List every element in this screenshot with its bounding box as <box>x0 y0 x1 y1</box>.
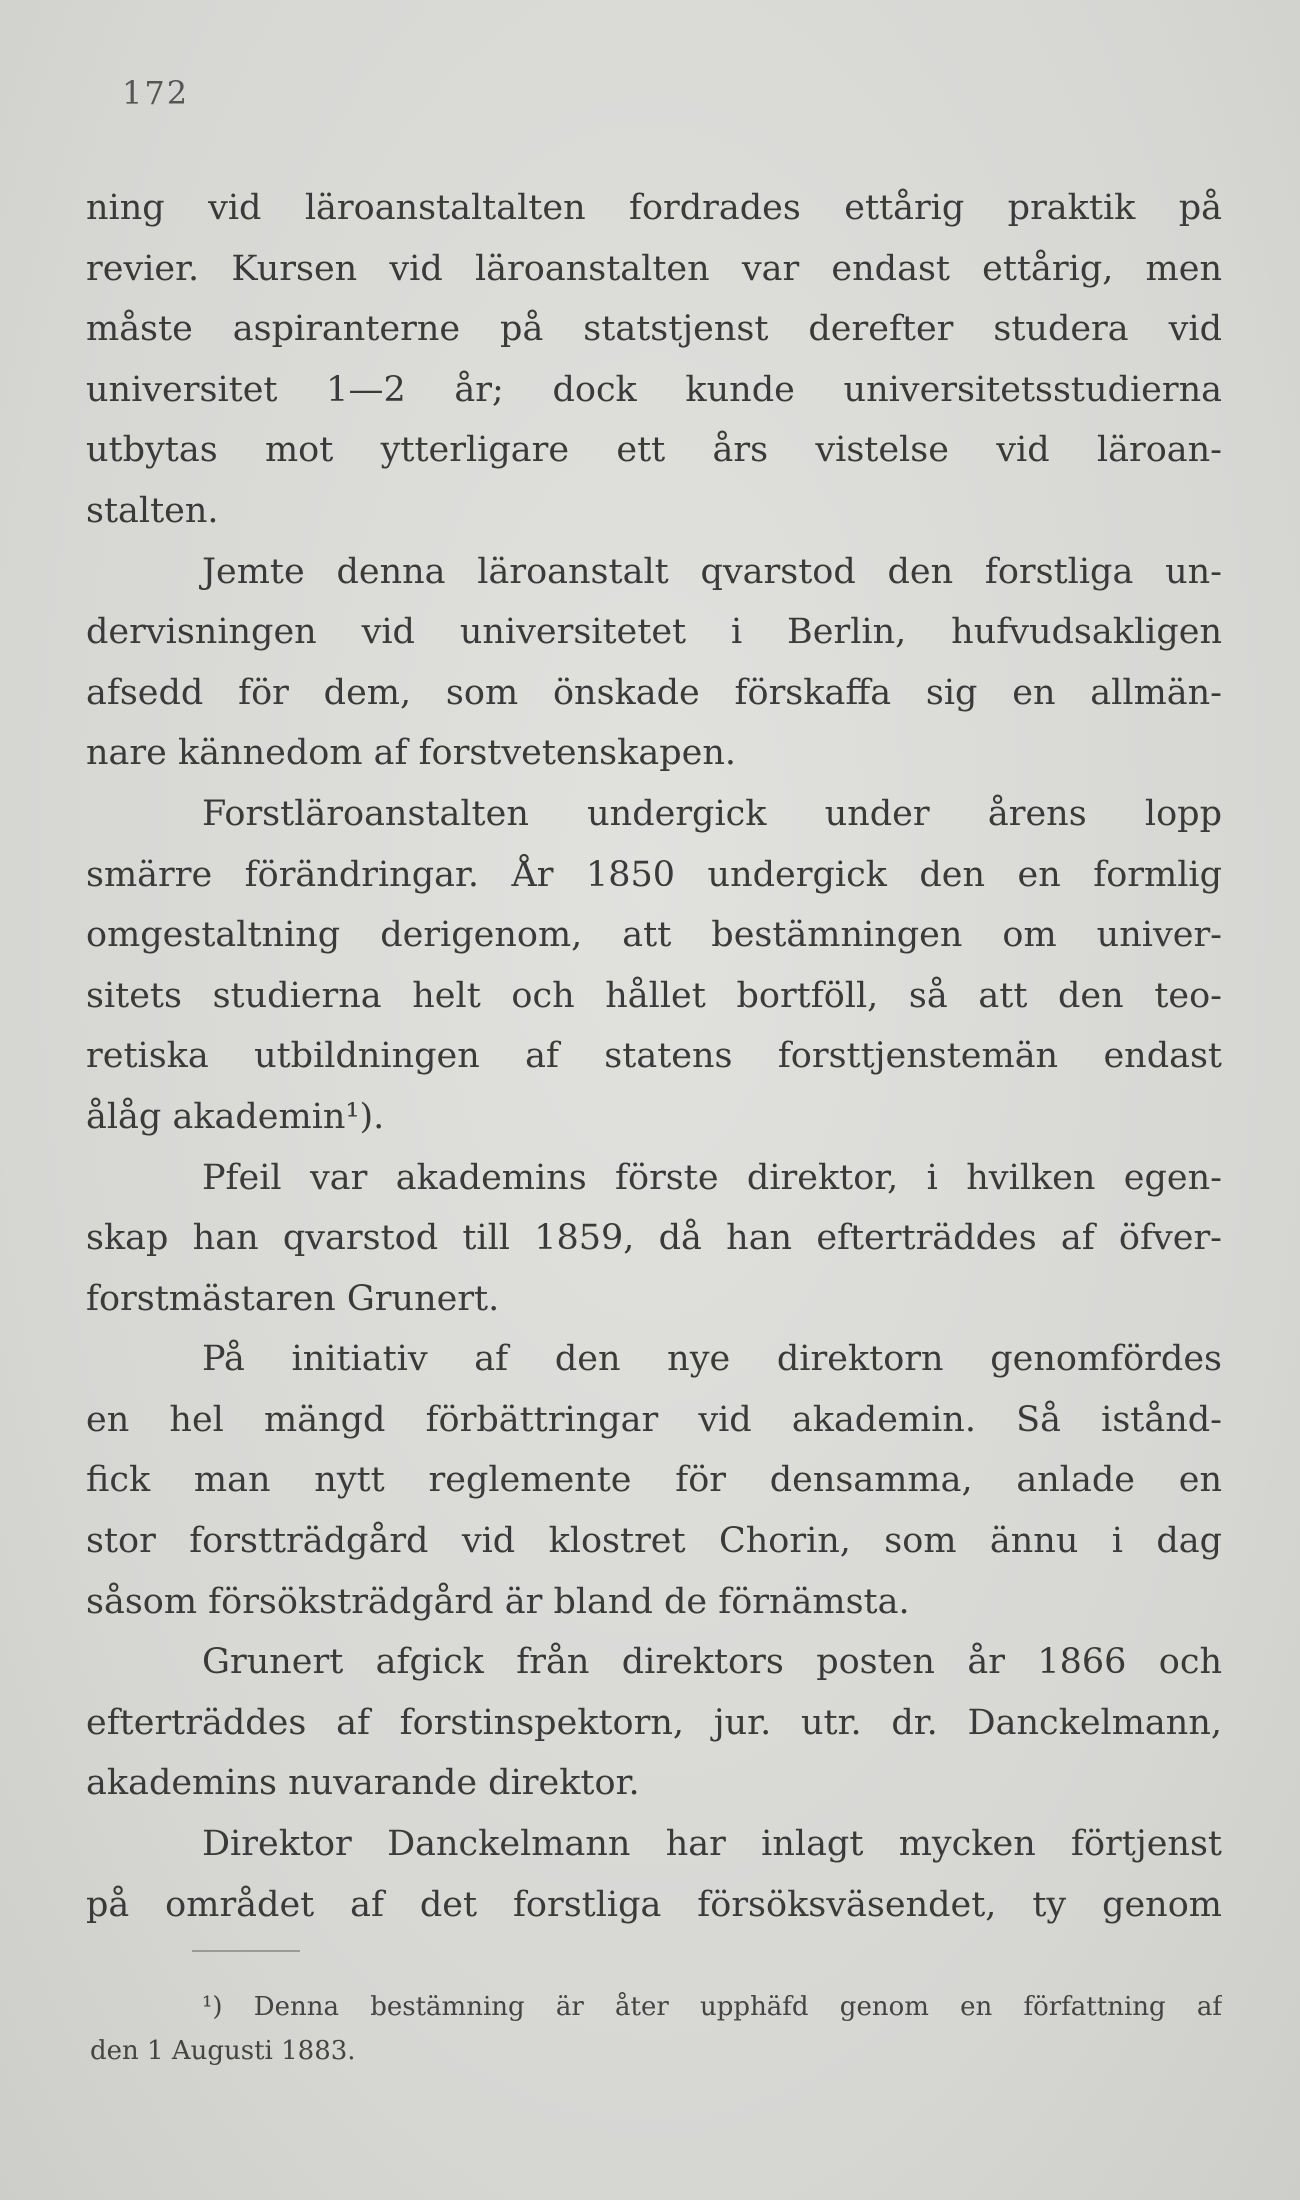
text-line: skap han qvarstod till 1859, då han efterträddes af öfver- <box>86 1218 1222 1259</box>
text-line: akademins nuvarande direktor. <box>86 1763 640 1804</box>
text-line: ålåg akademin¹). <box>86 1096 385 1137</box>
text-line: ning vid läroanstaltalten fordrades ettårig praktik på <box>86 188 1222 228</box>
text-line: såsom försöksträdgård är bland de förnämsta. <box>86 1581 910 1622</box>
text-line: revier. Kursen vid läroanstalten var endast ettårig, men <box>86 248 1222 289</box>
text-line: Grunert afgick från direktors posten år 1866 och <box>202 1642 1222 1683</box>
text-line: universitet 1—2 år; dock kunde universitetsstudierna <box>86 369 1222 410</box>
text-line: dervisningen vid universitetet i Berlin, hufvudsakligen <box>86 612 1222 653</box>
page-number: 172 <box>122 74 190 112</box>
text-line: Jemte denna läroanstalt qvarstod den forstliga un- <box>202 551 1222 592</box>
footnote-divider <box>192 1950 300 1952</box>
text-line: på området af det forstliga försöksväsendet, ty genom <box>86 1884 1222 1925</box>
text-line: fick man nytt reglemente för densamma, anlade en <box>86 1460 1222 1501</box>
text-line: efterträddes af forstinspektorn, jur. utr. dr. Danckelmann, <box>86 1702 1222 1743</box>
footnote-line: ¹) Denna bestämning är åter upphäfd genom en författning af <box>202 1992 1222 2022</box>
text-line: forstmästaren Grunert. <box>86 1278 500 1319</box>
text-line: stor forstträdgård vid klostret Chorin, som ännu i dag <box>86 1521 1222 1562</box>
text-line: stalten. <box>86 490 219 531</box>
text-line: Pfeil var akademins förste direktor, i hvilken egen- <box>202 1157 1222 1198</box>
footnote-line: den 1 Augusti 1883. <box>90 2036 356 2066</box>
text-line: sitets studierna helt och hållet bortföll, så att den teo- <box>86 975 1222 1016</box>
text-line: afsedd för dem, som önskade förskaffa sig en allmän- <box>86 672 1222 713</box>
text-line: smärre förändringar. År 1850 undergick den en formlig <box>86 854 1222 895</box>
text-line: retiska utbildningen af statens forsttjenstemän endast <box>86 1036 1222 1077</box>
text-line: Direktor Danckelmann har inlagt mycken förtjenst <box>202 1824 1222 1865</box>
text-line: Forstläroanstalten undergick under årens lopp <box>202 793 1222 834</box>
text-line: omgestaltning derigenom, att bestämningen om univer- <box>86 915 1222 956</box>
text-line: måste aspiranterne på statstjenst derefter studera vid <box>86 309 1222 350</box>
text-line: utbytas mot ytterligare ett års vistelse vid läroan- <box>86 430 1222 471</box>
footnotes <box>90 1985 1222 2073</box>
text-line: en hel mängd förbättringar vid akademin. Så istånd- <box>86 1399 1222 1440</box>
text-line: På initiativ af den nye direktorn genomfördes <box>202 1339 1222 1380</box>
body-text <box>86 178 1222 1935</box>
text-line: nare kännedom af forstvetenskapen. <box>86 733 736 774</box>
